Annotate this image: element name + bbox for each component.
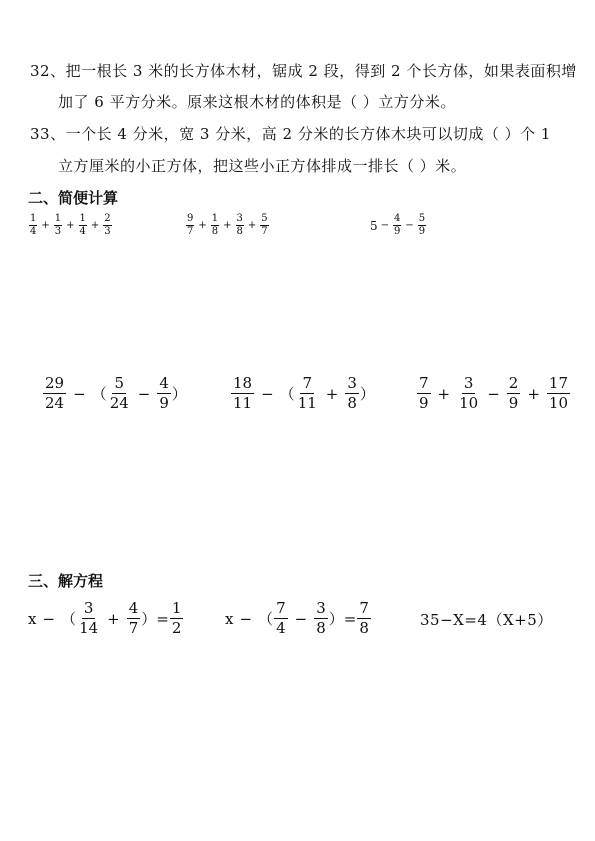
fraction: $\frac{1}{2}$ — [171, 599, 182, 637]
question-33-line-2: 立方厘米的小正方体，把这些小正方体排成一排长（ ）米。 — [58, 157, 467, 175]
variable: x — [28, 609, 37, 628]
left-paren: （ — [91, 385, 107, 403]
variable: x — [225, 609, 234, 628]
question-32-line-2: 加了 6 平方分米。原来这根木材的体积是（ ）立方分米。 — [58, 93, 456, 111]
calc-expression-4 — [42, 376, 187, 411]
fraction: $\frac{4}{9}$ — [394, 213, 401, 237]
left-paren: （ — [61, 610, 77, 628]
calc-expression-6 — [416, 376, 571, 411]
fraction: $\frac{7}{9}$ — [419, 374, 429, 412]
operator: − — [405, 220, 414, 231]
equation-2 — [225, 601, 372, 636]
fraction: $\frac{18}{11}$ — [233, 374, 253, 412]
fraction: $\frac{17}{10}$ — [548, 374, 569, 412]
operator: + — [223, 220, 232, 231]
section-2-title: 二、简便计算 — [28, 189, 119, 207]
right-paren: ） — [328, 610, 344, 628]
whole-number: 5 — [370, 218, 378, 233]
equation-1 — [28, 601, 184, 636]
fraction: $\frac{7}{4}$ — [276, 599, 286, 637]
operator: − — [239, 609, 253, 628]
calc-expression-5 — [230, 376, 375, 411]
fraction: $\frac{7}{8}$ — [359, 599, 369, 637]
fraction: $\frac{2}{3}$ — [104, 213, 111, 237]
calc-expression-2 — [185, 214, 270, 237]
fraction: $\frac{1}{4}$ — [79, 213, 86, 237]
fraction: $\frac{3}{14}$ — [79, 599, 99, 637]
operator: + — [66, 220, 75, 231]
fraction: $\frac{7}{11}$ — [297, 374, 317, 412]
operator: − — [42, 609, 56, 628]
operator: + — [41, 220, 50, 231]
left-paren: （ — [258, 610, 274, 628]
operator: + — [247, 220, 257, 231]
fraction: $\frac{1}{8}$ — [211, 213, 219, 237]
operator: − — [487, 384, 500, 403]
right-paren: ） — [141, 610, 157, 628]
question-33-line-1: 33、一个长 4 分米，宽 3 分米，高 2 分米的长方体木块可以切成（ ）个 1 — [30, 125, 551, 143]
question-32-line-1: 32、把一根长 3 米的长方体木材，锯成 2 段，得到 2 个长方体，如果表面积增 — [30, 62, 577, 80]
operator: + — [90, 220, 100, 231]
operator: + — [198, 220, 207, 231]
operator: + — [437, 384, 451, 403]
equals-sign: = — [156, 609, 169, 628]
fraction: $\frac{5}{24}$ — [109, 374, 129, 412]
left-paren: （ — [279, 385, 295, 403]
operator: − — [294, 609, 308, 628]
fraction: $\frac{3}{8}$ — [347, 374, 357, 412]
fraction: $\frac{1}{3}$ — [54, 213, 62, 237]
operator: − — [261, 384, 274, 403]
section-3-title: 三、解方程 — [28, 572, 104, 590]
fraction: $\frac{5}{9}$ — [418, 213, 426, 237]
fraction: $\frac{1}{4}$ — [30, 213, 37, 237]
operator: − — [137, 384, 151, 403]
fraction: $\frac{29}{24}$ — [45, 374, 65, 412]
calc-expression-3 — [370, 214, 427, 237]
fraction: $\frac{3}{8}$ — [316, 599, 326, 637]
equals-sign: = — [343, 609, 357, 628]
operator: − — [73, 384, 86, 403]
fraction: $\frac{4}{9}$ — [159, 374, 169, 412]
operator: + — [325, 384, 339, 403]
fraction: $\frac{2}{9}$ — [508, 374, 519, 412]
fraction: $\frac{3}{10}$ — [459, 374, 479, 412]
equation-3: 35−X=4（X+5） — [420, 611, 553, 629]
fraction: $\frac{4}{7}$ — [128, 599, 139, 637]
fraction: $\frac{9}{7}$ — [187, 213, 194, 237]
operator: + — [107, 609, 120, 628]
fraction: $\frac{3}{8}$ — [236, 213, 243, 237]
operator: + — [527, 384, 540, 403]
right-paren: ） — [359, 385, 375, 403]
right-paren: ） — [171, 385, 187, 403]
operator: − — [380, 220, 390, 231]
calc-expression-1 — [28, 214, 113, 237]
fraction: $\frac{5}{7}$ — [261, 213, 268, 237]
